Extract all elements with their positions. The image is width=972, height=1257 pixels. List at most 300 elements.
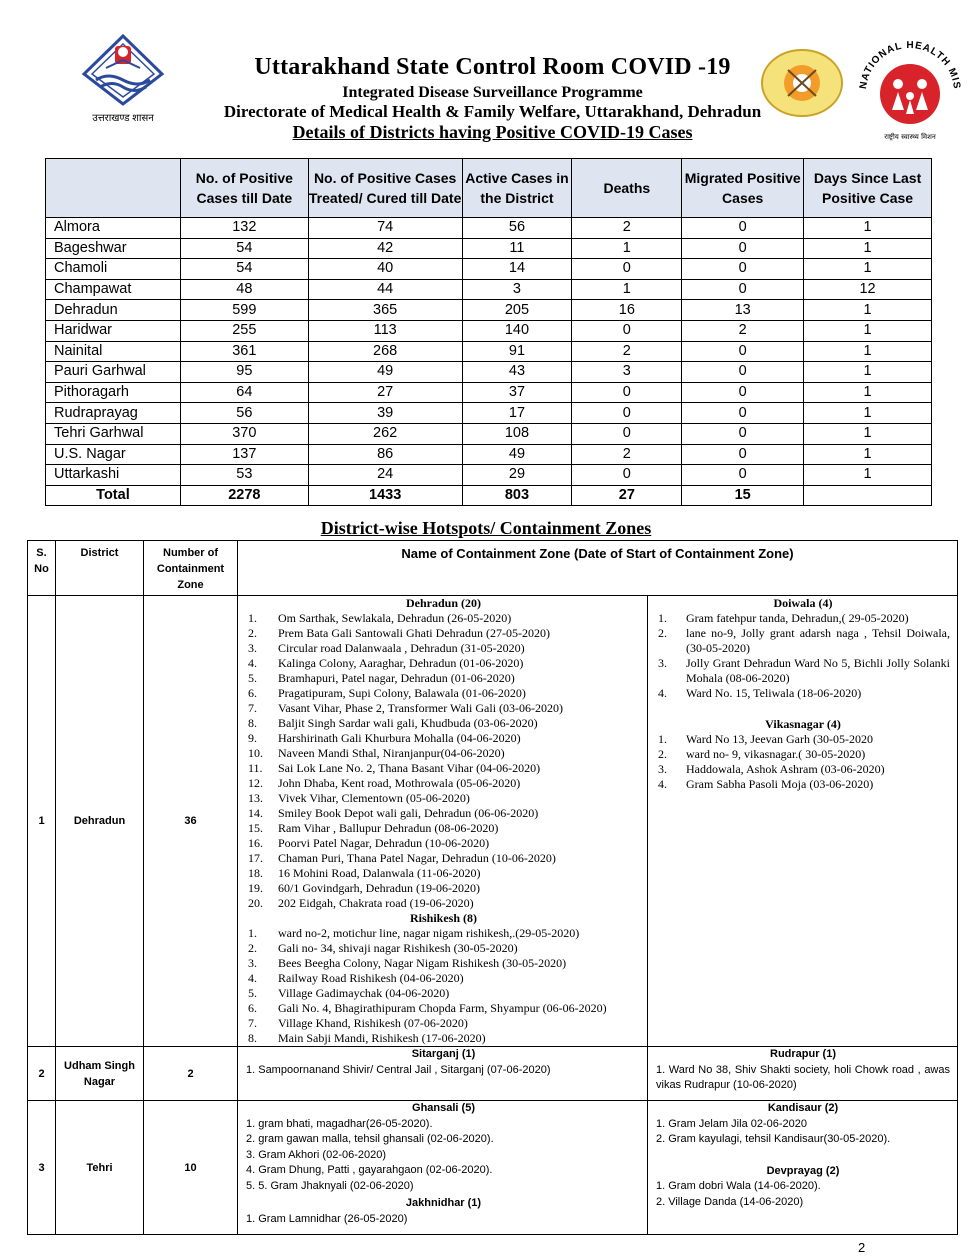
item-number: 12. (248, 776, 263, 790)
list-item (656, 762, 950, 777)
zone-grid (238, 1101, 957, 1234)
nhm-arc-text: NATIONAL HEALTH MIS (857, 39, 963, 91)
list-item (246, 881, 641, 896)
active-cell: 11 (462, 238, 572, 259)
table-row (46, 423, 932, 444)
table-body (46, 218, 932, 506)
hotspot-count-cell: 10 (144, 1101, 238, 1235)
zone-name: 1. Ward No 38, Shiv Shakti society, holi Chowk road , awas vikas Rudrapur (10-06-2020) (656, 1063, 950, 1091)
list-item (246, 776, 641, 791)
zone-name: Harshirinath Gali Khurbura Mohalla (04-06-2020) (278, 731, 521, 745)
zone-list (656, 611, 950, 701)
zone-list (656, 1179, 950, 1210)
list-item (656, 732, 950, 747)
migrated-cell: 0 (682, 341, 804, 362)
header-cured: No. of Positive Cases Treated/ Cured till Date (308, 159, 462, 218)
zone-name: Gram Sabha Pasoli Moja (03-06-2020) (686, 777, 874, 791)
positive-cell: 54 (180, 259, 308, 280)
cured-cell: 40 (308, 259, 462, 280)
migrated-cell: 0 (682, 279, 804, 300)
table-row (46, 238, 932, 259)
total-cured-cell: 1433 (308, 485, 462, 506)
district-name-cell: Uttarkashi (46, 465, 181, 486)
zone-list (656, 1117, 950, 1148)
cured-cell: 74 (308, 218, 462, 239)
district-name-cell: U.S. Nagar (46, 444, 181, 465)
days-cell: 1 (804, 444, 932, 465)
idsp-logo (760, 48, 844, 118)
list-item (656, 747, 950, 762)
header-active: Active Cases in the District (462, 159, 572, 218)
table-row (46, 382, 932, 403)
positive-cell: 48 (180, 279, 308, 300)
containment-zones-cell (238, 1101, 958, 1235)
zone-name: Vivek Vihar, Clementown (05-06-2020) (278, 791, 470, 805)
cured-cell: 27 (308, 382, 462, 403)
zone-name: 2. Village Danda (14-06-2020) (656, 1195, 804, 1208)
district-name-cell: Champawat (46, 279, 181, 300)
item-number: 8. (248, 1031, 257, 1045)
active-cell: 29 (462, 465, 572, 486)
zone-name: Vasant Vihar, Phase 2, Transformer Wali Gali (03-06-2020) (278, 701, 564, 715)
district-name-cell: Chamoli (46, 259, 181, 280)
zone-list (246, 1063, 641, 1079)
days-cell: 1 (804, 423, 932, 444)
zone-name: Jolly Grant Dehradun Ward No 5, Bichli Jolly Solanki Mohala (08-06-2020) (686, 656, 950, 685)
table-row (46, 341, 932, 362)
migrated-cell: 0 (682, 362, 804, 383)
table-row (46, 259, 932, 280)
table-header-row (46, 159, 932, 218)
list-item (246, 851, 641, 866)
deaths-cell: 1 (572, 238, 682, 259)
item-number: 2. (658, 747, 667, 761)
active-cell: 43 (462, 362, 572, 383)
hotspot-sno-cell: 1 (28, 596, 56, 1047)
list-item (656, 777, 950, 792)
positive-cell: 56 (180, 403, 308, 424)
state-emblem-icon (78, 30, 168, 110)
zone-area-heading: Vikasnagar (4) (765, 717, 841, 731)
list-item (246, 701, 641, 716)
table-row (46, 300, 932, 321)
table-row (46, 362, 932, 383)
positive-cell: 54 (180, 238, 308, 259)
item-number: 5. (248, 671, 257, 685)
header-migrated: Migrated Positive Cases (682, 159, 804, 218)
list-item (246, 1212, 641, 1228)
nhm-caption: राष्ट्रीय स्वास्थ्य मिशन (884, 133, 936, 141)
zone-name: ward no-2, motichur line, nagar nigam rishikesh,.(29-05-2020) (278, 926, 580, 940)
list-item (656, 656, 950, 686)
item-number: 6. (248, 1001, 257, 1015)
migrated-cell: 0 (682, 238, 804, 259)
days-cell: 1 (804, 403, 932, 424)
list-item (656, 1132, 950, 1148)
active-cell: 37 (462, 382, 572, 403)
total-label: Total (46, 485, 181, 506)
item-number: 3. (658, 762, 667, 776)
days-cell: 1 (804, 465, 932, 486)
deaths-cell: 0 (572, 423, 682, 444)
active-cell: 108 (462, 423, 572, 444)
item-number: 20. (248, 896, 263, 910)
district-name-cell: Pithoragarh (46, 382, 181, 403)
zone-name: Village Gadimaychak (04-06-2020) (278, 986, 450, 1000)
cured-cell: 86 (308, 444, 462, 465)
zone-name: Gali no- 34, shivaji nagar Rishikesh (30-05-2020) (278, 941, 518, 955)
district-name-cell: Dehradun (46, 300, 181, 321)
deaths-cell: 3 (572, 362, 682, 383)
zone-name: Naveen Mandi Sthal, Niranjanpur(04-06-2020) (278, 746, 505, 760)
cured-cell: 42 (308, 238, 462, 259)
list-item (656, 686, 950, 701)
migrated-cell: 0 (682, 444, 804, 465)
nhm-emblem-icon (852, 30, 968, 146)
deaths-cell: 2 (572, 218, 682, 239)
page-number: 2 (858, 1240, 866, 1255)
list-item (246, 1001, 641, 1016)
zone-name: ward no- 9, vikasnagar.( 30-05-2020) (686, 747, 866, 761)
migrated-cell: 2 (682, 320, 804, 341)
list-item (246, 656, 641, 671)
zone-name: 16 Mohini Road, Dalanwala (11-06-2020) (278, 866, 481, 880)
containment-zones-cell (238, 1047, 958, 1101)
zone-name: 60/1 Govindgarh, Dehradun (19-06-2020) (278, 881, 480, 895)
table-row (46, 465, 932, 486)
zone-name: 1. Sampoornanand Shivir/ Central Jail , Sitarganj (07-06-2020) (246, 1063, 551, 1076)
days-cell: 1 (804, 259, 932, 280)
zone-area-heading: Jakhnidhar (1) (405, 1197, 482, 1209)
positive-cell: 599 (180, 300, 308, 321)
hotspot-sno-cell: 3 (28, 1101, 56, 1235)
hotspot-sno-cell: 2 (28, 1047, 56, 1101)
zone-list (656, 732, 950, 792)
list-item (656, 1179, 950, 1195)
positive-cell: 53 (180, 465, 308, 486)
item-number: 4. (658, 777, 667, 791)
district-cases-table (45, 158, 932, 506)
item-number: 1. (248, 926, 257, 940)
hotspot-row (28, 596, 958, 1047)
header-zone-name: Name of Containment Zone (Date of Start of Containment Zone) (238, 541, 958, 596)
zone-name: Sai Lok Lane No. 2, Thana Basant Vihar (04-06-2020) (278, 761, 541, 775)
zone-name: Ward No 13, Jeevan Garh (30-05-2020 (686, 732, 873, 746)
header-positive: No. of Positive Cases till Date (180, 159, 308, 218)
hotspot-count-cell: 36 (144, 596, 238, 1047)
zone-name: 1. gram bhati, magadhar(26-05-2020). (246, 1117, 433, 1130)
zone-name: Ram Vihar , Ballupur Dehradun (08-06-2020) (278, 821, 499, 835)
zone-area-heading: Dehradun (20) (405, 596, 481, 610)
deaths-cell: 2 (572, 341, 682, 362)
zone-name: Pragatipuram, Supi Colony, Balawala (01-06-2020) (278, 686, 526, 700)
list-item (246, 761, 641, 776)
total-row (46, 485, 932, 506)
zone-column-left (238, 1047, 648, 1100)
cured-cell: 268 (308, 341, 462, 362)
page-title: Uttarakhand State Control Room COVID -19 (254, 54, 731, 80)
zone-name: Ward No. 15, Teliwala (18-06-2020) (686, 686, 862, 700)
days-cell: 1 (804, 218, 932, 239)
zone-area-heading: Rudrapur (1) (770, 1048, 836, 1060)
list-item (246, 1132, 641, 1148)
cured-cell: 24 (308, 465, 462, 486)
zone-name: 3. Gram Akhori (02-06-2020) (246, 1148, 387, 1161)
list-item (246, 1148, 641, 1164)
positive-cell: 137 (180, 444, 308, 465)
zone-name: Smiley Book Depot wali gali, Dehradun (06-06-2020) (278, 806, 539, 820)
table-row (46, 320, 932, 341)
list-item (246, 1016, 641, 1031)
migrated-cell: 0 (682, 403, 804, 424)
list-item (656, 1195, 950, 1211)
cured-cell: 39 (308, 403, 462, 424)
zone-column-left (238, 596, 648, 1046)
active-cell: 3 (462, 279, 572, 300)
item-number: 1. (658, 611, 667, 625)
hotspot-count-cell: 2 (144, 1047, 238, 1101)
item-number: 4. (248, 656, 257, 670)
days-cell: 1 (804, 320, 932, 341)
deaths-cell: 2 (572, 444, 682, 465)
item-number: 7. (248, 701, 257, 715)
deaths-cell: 0 (572, 320, 682, 341)
active-cell: 91 (462, 341, 572, 362)
days-cell: 1 (804, 382, 932, 403)
list-item (246, 791, 641, 806)
district-name-cell: Haridwar (46, 320, 181, 341)
item-number: 8. (248, 716, 257, 730)
cured-cell: 49 (308, 362, 462, 383)
deaths-cell: 0 (572, 382, 682, 403)
migrated-cell: 0 (682, 259, 804, 280)
list-item (246, 821, 641, 836)
zone-name: Railway Road Rishikesh (04-06-2020) (278, 971, 464, 985)
table-row (46, 279, 932, 300)
item-number: 15. (248, 821, 263, 835)
list-item (246, 926, 641, 941)
migrated-cell: 13 (682, 300, 804, 321)
positive-cell: 361 (180, 341, 308, 362)
deaths-cell: 0 (572, 403, 682, 424)
active-cell: 140 (462, 320, 572, 341)
header-sno: S. No (28, 541, 56, 596)
list-item (246, 1031, 641, 1046)
list-item (246, 1063, 641, 1079)
zone-name: Bees Beegha Colony, Nagar Nigam Rishikesh (30-05-2020) (278, 956, 567, 970)
migrated-cell: 0 (682, 382, 804, 403)
cured-cell: 365 (308, 300, 462, 321)
govt-caption: उत्तराखण्ड शासन (92, 113, 154, 124)
zone-name: 5. 5. Gram Jhaknyali (02-06-2020) (246, 1179, 414, 1192)
deaths-cell: 1 (572, 279, 682, 300)
item-number: 13. (248, 791, 263, 805)
list-item (656, 1063, 950, 1094)
zone-column-left (238, 1101, 648, 1234)
item-number: 10. (248, 746, 263, 760)
containment-zones-cell (238, 596, 958, 1047)
list-item (246, 671, 641, 686)
active-cell: 56 (462, 218, 572, 239)
zone-list (246, 1117, 641, 1195)
deaths-cell: 0 (572, 259, 682, 280)
item-number: 19. (248, 881, 263, 895)
zone-area-heading: Rishikesh (8) (409, 911, 477, 925)
district-name-cell: Rudraprayag (46, 403, 181, 424)
zone-grid (238, 596, 957, 1046)
hotspots-header-row (28, 541, 958, 596)
item-number: 11. (248, 761, 263, 775)
active-cell: 17 (462, 403, 572, 424)
list-item (246, 836, 641, 851)
zone-name: 202 Eidgah, Chakrata road (19-06-2020) (278, 896, 474, 910)
district-name-cell: Almora (46, 218, 181, 239)
item-number: 5. (248, 986, 257, 1000)
item-number: 14. (248, 806, 263, 820)
list-item (246, 626, 641, 641)
zone-area-heading: Kandisaur (2) (767, 1102, 839, 1114)
list-item (246, 986, 641, 1001)
item-number: 2. (658, 626, 667, 640)
hotspot-district-cell: Tehri (56, 1101, 144, 1235)
document-header (195, 54, 790, 143)
migrated-cell: 0 (682, 218, 804, 239)
list-item (246, 746, 641, 761)
uttarakhand-govt-logo (78, 30, 168, 125)
active-cell: 49 (462, 444, 572, 465)
days-cell: 1 (804, 238, 932, 259)
zone-column-right (648, 596, 956, 1046)
days-cell: 1 (804, 362, 932, 383)
active-cell: 205 (462, 300, 572, 321)
positive-cell: 95 (180, 362, 308, 383)
zone-name: Chaman Puri, Thana Patel Nagar, Dehradun (10-06-2020) (278, 851, 556, 865)
positive-cell: 255 (180, 320, 308, 341)
list-item (246, 971, 641, 986)
zone-column-right (648, 1047, 956, 1100)
item-number: 4. (658, 686, 667, 700)
hotspot-row (28, 1101, 958, 1235)
deaths-cell: 0 (572, 465, 682, 486)
cured-cell: 262 (308, 423, 462, 444)
list-item (246, 806, 641, 821)
hotspots-table (27, 540, 958, 1235)
list-item (246, 686, 641, 701)
directorate-name: Directorate of Medical Health & Family Welfare, Uttarakhand, Dehradun (223, 102, 762, 121)
zone-name: Haddowala, Ashok Ashram (03-06-2020) (686, 762, 885, 776)
table-row (46, 444, 932, 465)
zone-grid (238, 1047, 957, 1100)
total-deaths-cell: 27 (572, 485, 682, 506)
list-item (246, 866, 641, 881)
zone-name: Poorvi Patel Nagar, Dehradun (10-06-2020) (278, 836, 490, 850)
header-days: Days Since Last Positive Case (804, 159, 932, 218)
total-active-cell: 803 (462, 485, 572, 506)
total-migrated-cell: 15 (682, 485, 804, 506)
item-number: 17. (248, 851, 263, 865)
header-zone-count: Number of Containment Zone (144, 541, 238, 596)
table-row (46, 218, 932, 239)
list-item (246, 716, 641, 731)
programme-name: Integrated Disease Surveillance Programme (342, 84, 643, 101)
zone-area-heading: Sitarganj (1) (411, 1048, 476, 1060)
table-row (46, 403, 932, 424)
list-item (656, 1117, 950, 1133)
table-heading: Details of Districts having Positive COVID-19 Cases (292, 122, 693, 142)
zone-name: Gram fatehpur tanda, Dehradun,( 29-05-2020) (686, 611, 909, 625)
positive-cell: 132 (180, 218, 308, 239)
cured-cell: 113 (308, 320, 462, 341)
hotspots-body (28, 596, 958, 1235)
migrated-cell: 0 (682, 423, 804, 444)
district-name-cell: Tehri Garhwal (46, 423, 181, 444)
zone-name: Baljit Singh Sardar wali gali, Khudbuda (03-06-2020) (278, 716, 538, 730)
item-number: 7. (248, 1016, 257, 1030)
active-cell: 14 (462, 259, 572, 280)
item-number: 18. (248, 866, 263, 880)
item-number: 3. (248, 956, 257, 970)
hotspots-title: District-wise Hotspots/ Containment Zones (320, 518, 652, 538)
list-item (656, 611, 950, 626)
zone-name: Bramhapuri, Patel nagar, Dehradun (01-06-2020) (278, 671, 515, 685)
days-cell: 1 (804, 341, 932, 362)
zone-name: Prem Bata Gali Santowali Ghati Dehradun (27-05-2020) (278, 626, 550, 640)
header-district (46, 159, 181, 218)
district-name-cell: Pauri Garhwal (46, 362, 181, 383)
hotspot-district-cell: Udham Singh Nagar (56, 1047, 144, 1101)
zone-name: Om Sarthak, Sewlakala, Dehradun (26-05-2020) (278, 611, 512, 625)
list-item (246, 956, 641, 971)
item-number: 9. (248, 731, 257, 745)
district-name-cell: Bageshwar (46, 238, 181, 259)
deaths-cell: 16 (572, 300, 682, 321)
list-item (246, 731, 641, 746)
days-cell: 1 (804, 300, 932, 321)
item-number: 16. (248, 836, 263, 850)
header-district-name: District (56, 541, 144, 596)
hotspot-district-cell: Dehradun (56, 596, 144, 1047)
zone-name: Village Khand, Rishikesh (07-06-2020) (278, 1016, 468, 1030)
migrated-cell: 0 (682, 465, 804, 486)
idsp-emblem-icon (760, 48, 844, 118)
zone-name: 2. gram gawan malla, tehsil ghansali (02-06-2020). (246, 1133, 494, 1145)
list-item (246, 1179, 641, 1195)
district-name-cell: Nainital (46, 341, 181, 362)
list-item (656, 626, 950, 656)
positive-cell: 370 (180, 423, 308, 444)
list-item (246, 941, 641, 956)
zone-name: 4. Gram Dhung, Patti , gayarahgaon (02-06-2020). (246, 1164, 493, 1176)
item-number: 2. (248, 626, 257, 640)
item-number: 4. (248, 971, 257, 985)
list-item (246, 611, 641, 626)
zone-name: John Dhaba, Kent road, Mothrowala (05-06-2020) (278, 776, 521, 790)
nhm-logo (852, 30, 968, 146)
positive-cell: 64 (180, 382, 308, 403)
zone-list (656, 1063, 950, 1094)
zone-name: lane no-9, Jolly grant adarsh naga , Tehsil Doiwala,(30-05-2020) (686, 626, 950, 655)
zone-name: Gali No. 4, Bhagirathipuram Chopda Farm, Shyampur (06-06-2020) (278, 1001, 607, 1015)
zone-name: Circular road Dalanwaala , Dehradun (31-05-2020) (278, 641, 525, 655)
zone-name: 1. Gram Jelam Jila 02-06-2020 (656, 1117, 808, 1130)
item-number: 1. (248, 611, 257, 625)
list-item (246, 1163, 641, 1179)
list-item (246, 896, 641, 911)
zone-column-right (648, 1101, 956, 1234)
list-item (246, 641, 641, 656)
item-number: 1. (658, 732, 667, 746)
cured-cell: 44 (308, 279, 462, 300)
